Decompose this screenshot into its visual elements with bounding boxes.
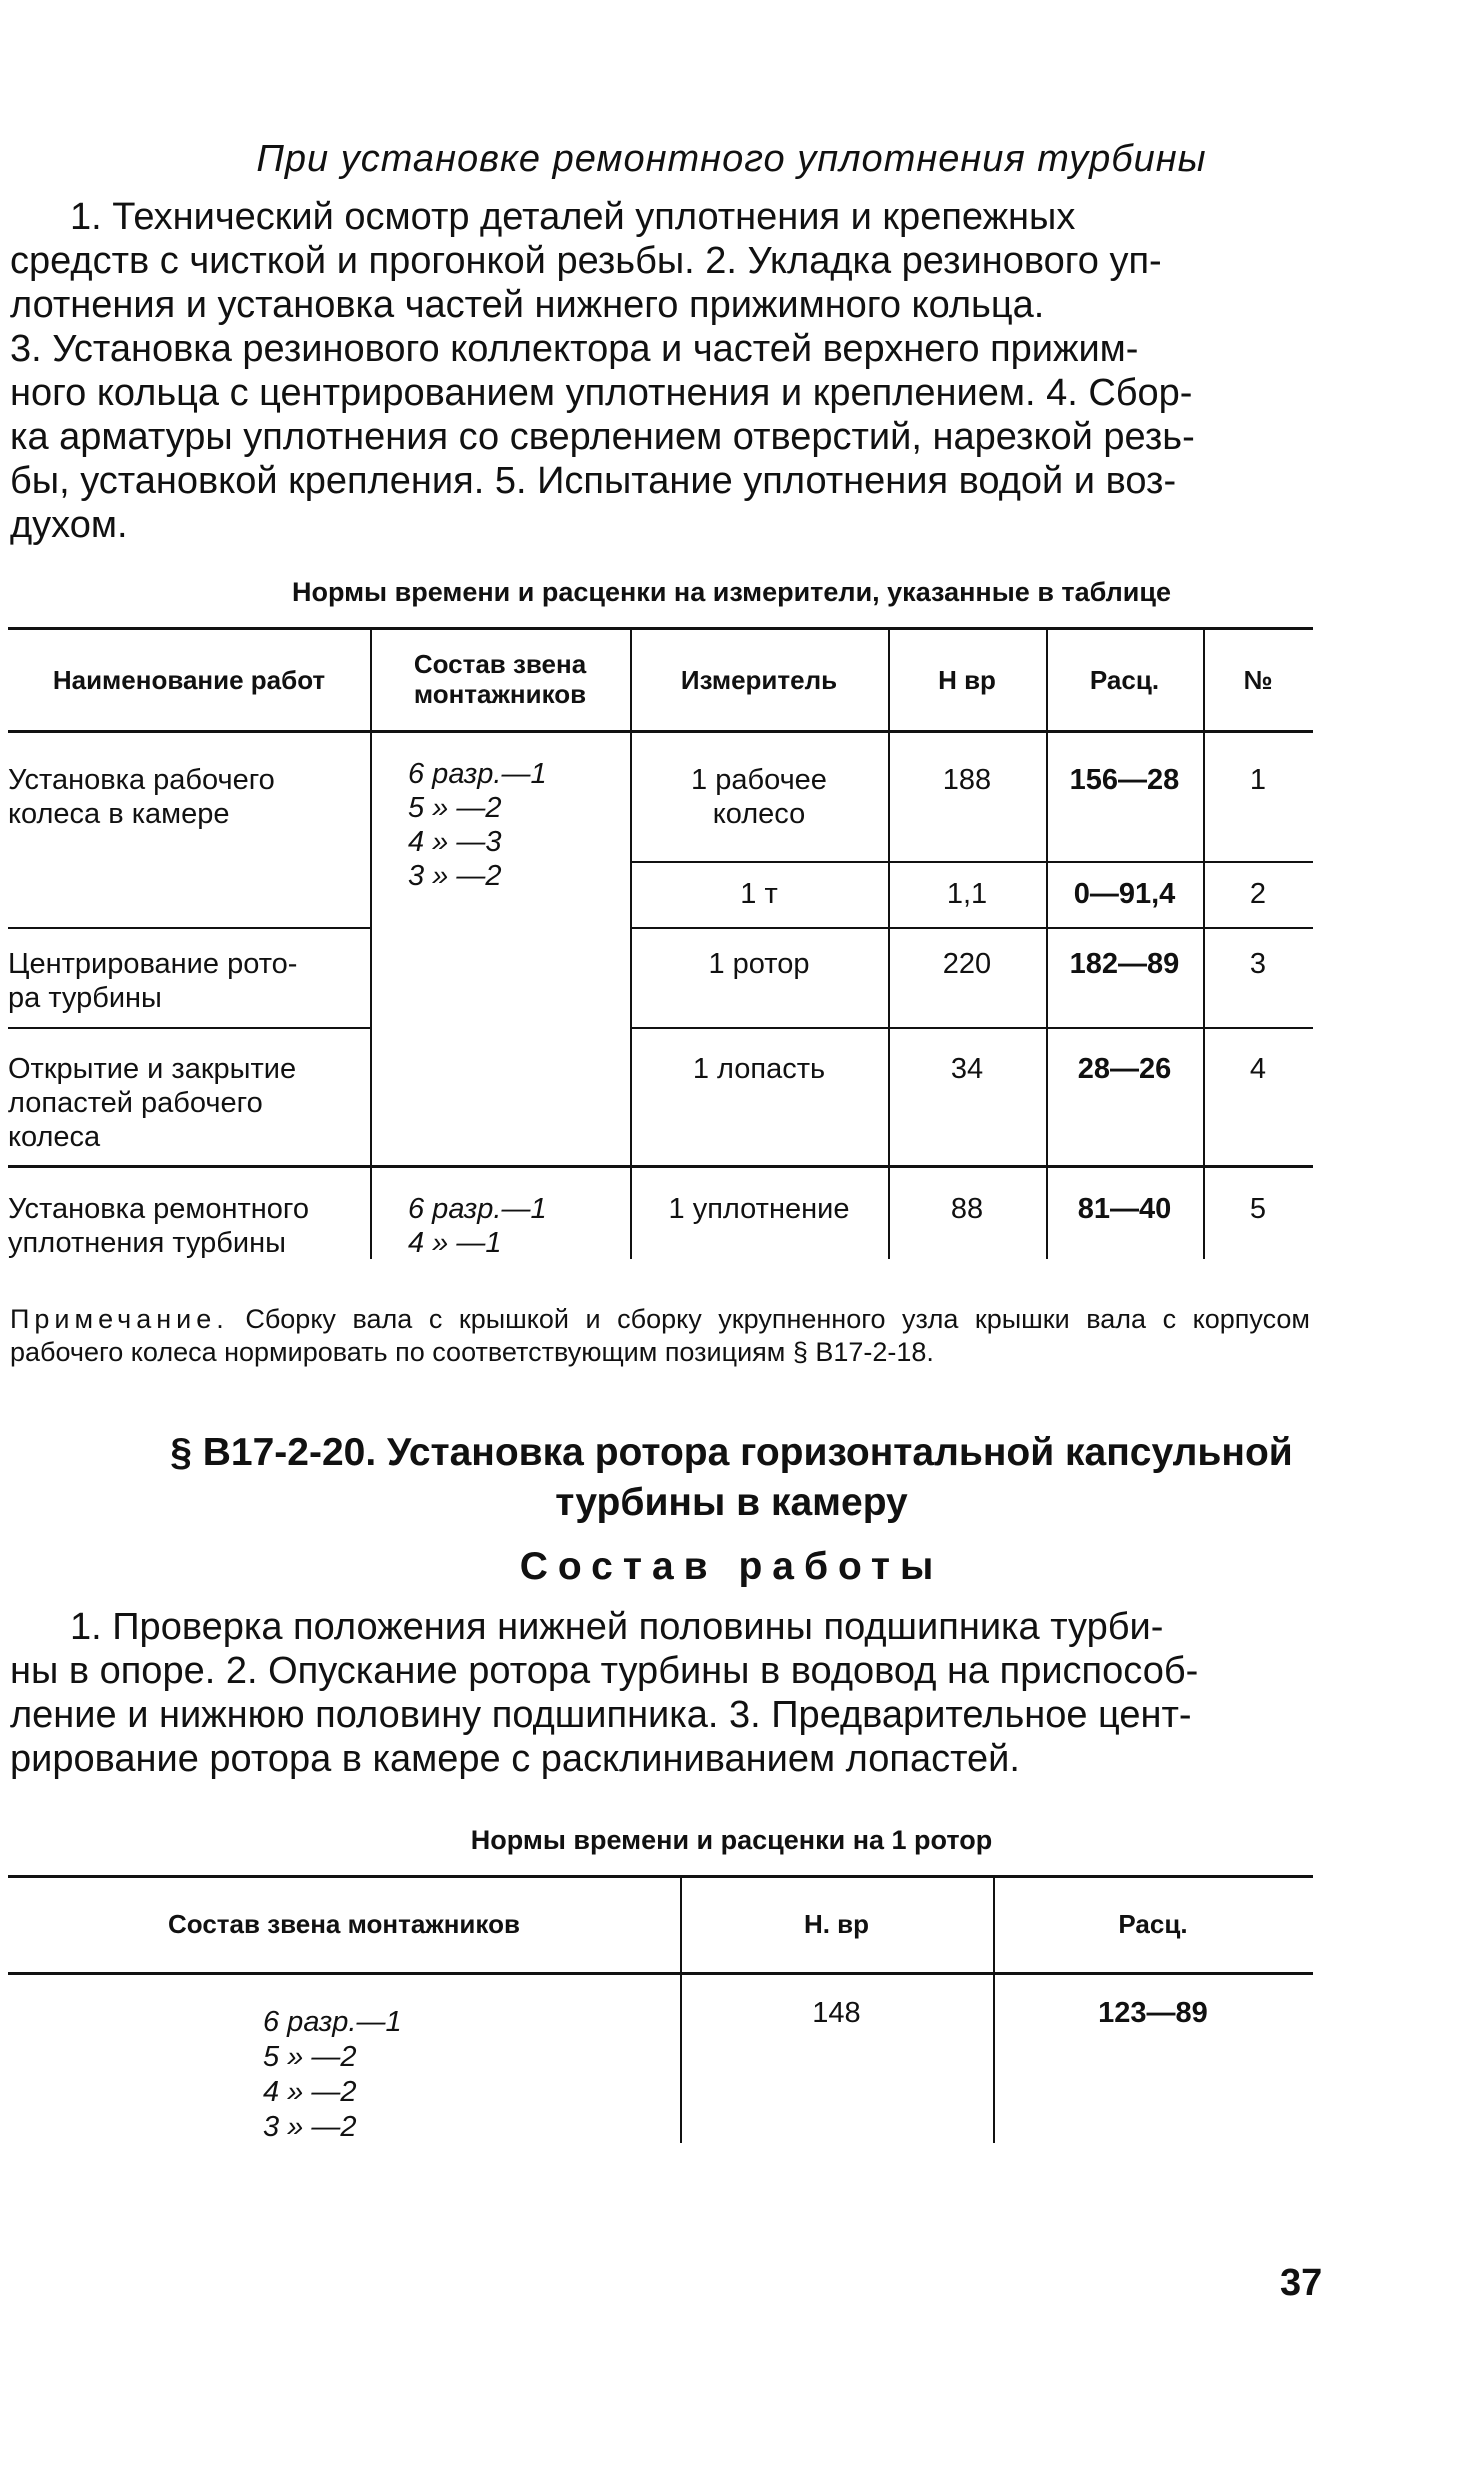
row-price: 81—40	[1077, 1193, 1172, 1225]
row-no: 2	[1249, 878, 1267, 910]
row-name-line: Установка ремонтного	[8, 1193, 309, 1225]
row-price: 182—89	[1069, 948, 1180, 980]
header-crew-line: Состав звена	[413, 649, 587, 679]
note-text: Сборку вала с крышкой и сборку укрупненного узла крышки вала с корпусом рабочего колеса нормировать по соответствующим позициям § В17-2-18.	[10, 1304, 1310, 1367]
row-name	[8, 763, 363, 831]
row-norm: 220	[942, 948, 992, 980]
row-unit: 1 т	[740, 878, 778, 910]
text-line: средств с чисткой и прогонкой резьбы. 2. Укладка резинового уп-	[10, 240, 1162, 282]
crew-line: 3 » —2	[263, 2111, 357, 2143]
row-unit-line: 1 рабочее	[691, 764, 827, 796]
header-name: Наименование работ	[52, 665, 326, 695]
crew-line: 6 разр.—1	[408, 1193, 547, 1225]
text-line: 1. Проверка положения нижней половины подшипника турби-	[70, 1606, 1164, 1648]
crew-line: 4 » —3	[408, 826, 502, 858]
rule	[8, 627, 1313, 630]
row-name-line: Установка рабочего	[8, 764, 275, 796]
rule	[8, 1165, 1313, 1168]
crew-line: 6 разр.—1	[408, 758, 547, 790]
section-title-line: § В17-2-20. Установка ротора горизонтальной капсульной	[170, 1431, 1293, 1474]
row-norm: 34	[950, 1053, 984, 1085]
crew-line: 4 » —2	[263, 2076, 357, 2108]
text-line: духом.	[10, 504, 128, 546]
row-name	[8, 1192, 370, 1260]
row-no: 4	[1249, 1053, 1267, 1085]
row-price: 28—26	[1077, 1053, 1172, 1085]
row-unit: 1 уплотнение	[668, 1193, 850, 1225]
rule	[630, 627, 632, 1259]
text-line: 3. Установка резинового коллектора и частей верхнего прижим-	[10, 328, 1139, 370]
row-norm: 88	[950, 1193, 984, 1225]
header-crew-line: монтажников	[413, 679, 587, 709]
row-price: 123—89	[1098, 1997, 1208, 2029]
rule	[8, 1972, 1313, 1975]
row-price: 156—28	[1069, 764, 1180, 796]
row-name-line: Открытие и закрытие	[8, 1053, 297, 1085]
header-no: №	[1243, 665, 1273, 695]
text-line: бы, установкой крепления. 5. Испытание уплотнения водой и воз-	[10, 460, 1177, 502]
row-price: 0—91,4	[1073, 878, 1176, 910]
rule	[370, 627, 372, 1259]
rule	[8, 1875, 1313, 1878]
section-subtitle: Состав работы	[519, 1545, 944, 1588]
header-crew: Состав звена монтажников	[168, 1909, 520, 1939]
row-unit	[630, 763, 888, 831]
section-title-line: турбины в камеру	[555, 1481, 908, 1524]
row-name-line: колеса в камере	[8, 798, 230, 830]
row-name-line: ра турбины	[8, 982, 162, 1014]
row-no: 5	[1249, 1193, 1267, 1225]
row-name	[8, 1052, 363, 1154]
page-number: 37	[1280, 2262, 1323, 2304]
crew-line: 5 » —2	[263, 2041, 357, 2073]
rule	[630, 927, 1313, 929]
section1-text	[10, 195, 1310, 547]
table1-caption: Нормы времени и расценки на измерители, указанные в таблице	[291, 577, 1172, 607]
header-norm: Н. вр	[803, 1909, 870, 1939]
crew-line: 6 разр.—1	[263, 2006, 402, 2038]
rule	[8, 730, 1313, 733]
text-line: ление и нижнюю половину подшипника. 3. Предварительное цент-	[10, 1694, 1192, 1736]
crew-list	[408, 1192, 608, 1260]
rule	[630, 1027, 1313, 1029]
row-no: 1	[1249, 764, 1267, 796]
row-norm: 1,1	[946, 878, 988, 910]
header-crew	[370, 649, 630, 709]
crew-list	[408, 757, 608, 893]
text-line: рирование ротора в камере с расклиниванием лопастей.	[10, 1738, 1020, 1780]
row-norm: 188	[942, 764, 992, 796]
note-label: Примечание.	[10, 1304, 229, 1334]
header-unit: Измеритель	[680, 665, 838, 695]
note	[10, 1303, 1310, 1369]
row-name-line: лопастей рабочего	[8, 1087, 263, 1119]
text-line: ка арматуры уплотнения со сверлением отверстий, нарезкой резь-	[10, 416, 1195, 458]
table1	[8, 627, 1313, 1267]
row-unit-line: колесо	[712, 798, 806, 830]
header-price: Расц.	[1089, 665, 1160, 695]
row-name	[8, 947, 363, 1015]
row-name-line: уплотнения турбины	[8, 1227, 286, 1259]
text-line: лотнения и установка частей нижнего прижимного кольца.	[10, 284, 1045, 326]
rule	[1203, 627, 1205, 1259]
table2	[8, 1875, 1313, 2155]
row-unit: 1 лопасть	[692, 1053, 826, 1085]
row-no: 3	[1249, 948, 1267, 980]
text-line: ного кольца с центрированием уплотнения и креплением. 4. Сбор-	[10, 372, 1193, 414]
row-norm: 148	[812, 1997, 861, 2029]
crew-line: 3 » —2	[408, 860, 502, 892]
section-heading: При установке ремонтного уплотнения турбины	[256, 138, 1207, 180]
section-title	[0, 1428, 1463, 1528]
rule	[1046, 627, 1048, 1259]
text-line: ны в опоре. 2. Опускание ротора турбины в водовод на приспособ-	[10, 1650, 1199, 1692]
rule	[8, 927, 370, 929]
crew-line: 5 » —2	[408, 792, 502, 824]
rule	[630, 861, 1313, 863]
row-name-line: Центрирование рото-	[8, 948, 298, 980]
row-unit: 1 ротор	[708, 948, 810, 980]
rule	[8, 1027, 370, 1029]
header-price: Расц.	[1118, 1909, 1188, 1939]
crew-line: 4 » —1	[408, 1227, 502, 1259]
table2-caption: Нормы времени и расценки на 1 ротор	[470, 1825, 993, 1855]
text-line: 1. Технический осмотр деталей уплотнения и крепежных	[70, 196, 1076, 238]
rule	[888, 627, 890, 1259]
crew-list	[263, 2005, 463, 2145]
header-norm: Н вр	[938, 665, 996, 695]
row-name-line: колеса	[8, 1121, 101, 1153]
section2-text	[10, 1605, 1310, 1781]
